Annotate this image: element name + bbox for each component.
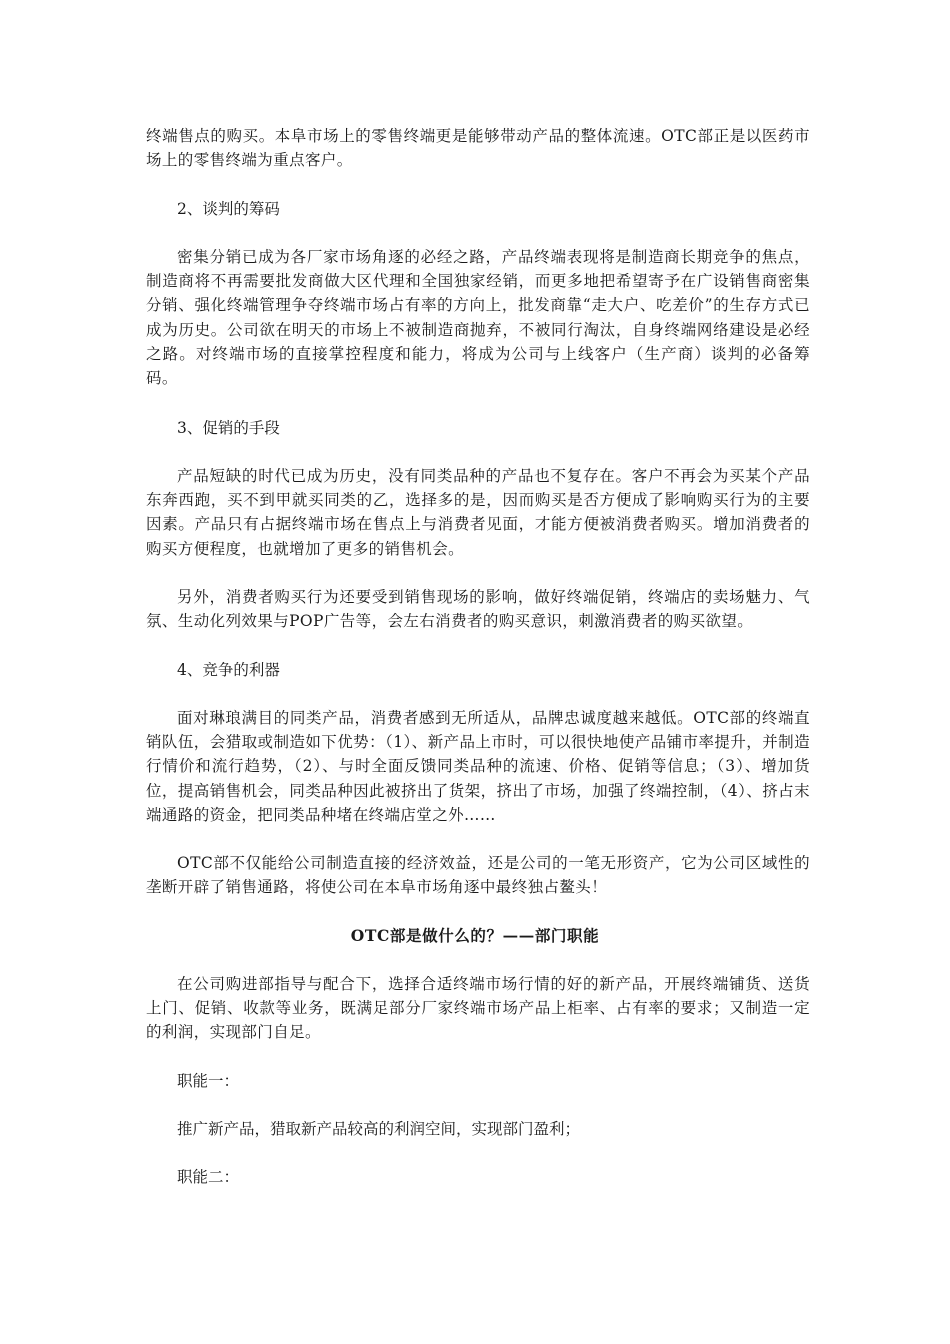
paragraph-department-overview: 在公司购进部指导与配合下，选择合适终端市场行情的好的新产品，开展终端铺货、送货上门、促销、收款等业务，既满足部分厂家终端市场产品上柜率、占有率的要求；又制造一定的利润，实现部门自足。 xyxy=(146,975,810,1042)
paragraph-promotion: 产品短缺的时代已成为历史，没有同类品种的产品也不复存在。客户不再会为买某个产品东奔西跑，买不到甲就买同类的乙，选择多的是，因而购买是否方便成了影响购买行为的主要因素。产品只有占据终端市场在售点上与消费者见面，才能方便被消费者购买。增加消费者的购买方便程度，也就增加了更多的销售机会。 xyxy=(146,467,810,558)
paragraph-promotion-extra: 另外，消费者购买行为还要受到销售现场的影响，做好终端促销，终端店的卖场魅力、气氛、生动化列效果与POP广告等，会左右消费者的购买意识，刺激消费者的购买欲望。 xyxy=(146,588,810,631)
section-heading-competition: 4、竞争的利器 xyxy=(177,661,280,679)
paragraph-intro-continued: 终端售点的购买。本阜市场上的零售终端更是能够带动产品的整体流速。OTC部正是以医药市场上的零售终端为重点客户。 xyxy=(146,127,810,170)
function-one-text: 推广新产品，猎取新产品较高的利润空间，实现部门盈利； xyxy=(177,1120,581,1138)
section-heading-promotion: 3、促销的手段 xyxy=(177,419,280,437)
section-title-department-functions: OTC部是做什么的？——部门职能 xyxy=(350,926,600,945)
paragraph-competition: 面对琳琅满目的同类产品，消费者感到无所适从，品牌忠诚度越来越低。OTC部的终端直销队伍，会猎取或制造如下优势：（1）、新产品上市时，可以很快地使产品铺市率提升，并制造行情价和流行趋势，（2）、与时全面反馈同类品种的流速、价格、促销等信息；（3）、增加货位，提高销售机会，同类品种因此被挤出了货架，挤出了市场，加强了终端控制，（4）、挤占末端通路的资金，把同类品种堵在终端店堂之外…… xyxy=(146,709,810,824)
paragraph-competition-summary: OTC部不仅能给公司制造直接的经济效益，还是公司的一笔无形资产，它为公司区域性的垄断开辟了销售通路，将使公司在本阜市场角逐中最终独占鳌头！ xyxy=(146,854,810,897)
section-heading-negotiation: 2、谈判的筹码 xyxy=(177,200,280,218)
function-two-label: 职能二： xyxy=(177,1168,240,1186)
function-one-label: 职能一： xyxy=(177,1072,240,1090)
paragraph-negotiation: 密集分销已成为各厂家市场角逐的必经之路，产品终端表现将是制造商长期竞争的焦点，制造商将不再需要批发商做大区代理和全国独家经销，而更多地把希望寄予在广设销售商密集分销、强化终端管理争夺终端市场占有率的方向上，批发商靠“走大户、吃差价”的生存方式已成为历史。公司欲在明天的市场上不被制造商抛弃，不被同行淘汰，自身终端网络建设是必经之路。对终端市场的直接掌控程度和能力，将成为公司与上线客户（生产商）谈判的必备筹码。 xyxy=(146,248,810,388)
